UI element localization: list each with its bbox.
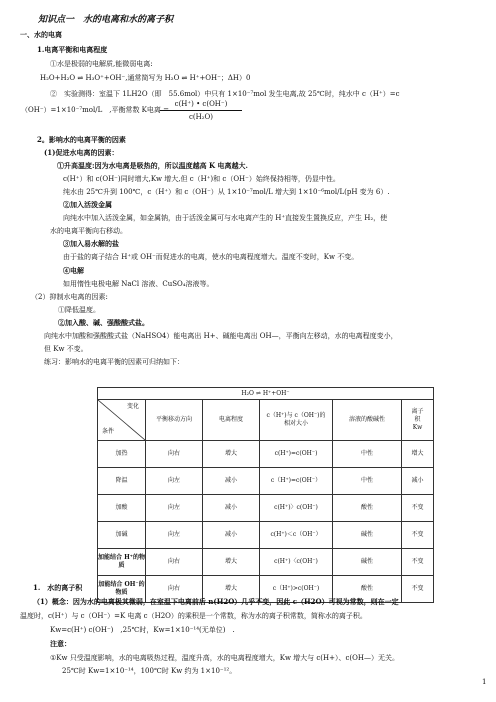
text-line: 如用惰性电极电解 NaCl 溶液、CuSO₄溶液等。 bbox=[63, 280, 214, 288]
table-corner-cell bbox=[98, 400, 146, 441]
table-cell: 向左 bbox=[146, 522, 203, 549]
table-equation: H₂O ⇌ H⁺+OH⁻ bbox=[98, 388, 434, 400]
table-cell: 碱性 bbox=[333, 549, 402, 576]
table-cell: 减小 bbox=[402, 468, 434, 495]
fraction-denominator: c(H₂O) bbox=[188, 113, 214, 121]
ke-fraction bbox=[160, 99, 242, 122]
table-cell: 不变 bbox=[402, 495, 434, 522]
table-row bbox=[98, 522, 434, 549]
table-cell: 碱性 bbox=[333, 522, 402, 549]
table-cell: 向右 bbox=[146, 441, 203, 468]
heading-3: 1. 水的离子积 bbox=[33, 583, 83, 592]
text-line: 水的电离平衡向右移动。 bbox=[50, 227, 127, 235]
table-cell: 减小 bbox=[203, 468, 260, 495]
table-cell: 不变 bbox=[402, 576, 434, 603]
table-cell: 不变 bbox=[402, 522, 434, 549]
table-cell: 增大 bbox=[203, 441, 260, 468]
table-row bbox=[98, 549, 434, 576]
text-line: （1）概念：因为水的电离极其微弱，在室温下电离前后 n(H2O）几乎不变，因此 c（H2O）可视为常数，则在一定 bbox=[33, 597, 399, 606]
corner-label-bottom: 条件 bbox=[102, 428, 115, 435]
table-cell: c(H⁺)＜c（OH⁻） bbox=[260, 522, 333, 549]
text-line: ①Kw 只受温度影响，水的电离吸热过程，温度升高，水的电离程度增大，Kw 增大与 c(H+）、c(OH—）无关。 bbox=[50, 654, 400, 662]
text-line: ② 实验测得：室温下 1LH2O（即 55.6mol）中只有 1×10⁻⁷mol 发生电离,故 25℃时，纯水中 c（H⁺）=c bbox=[50, 90, 400, 98]
text-line: （OH⁻）=1×10⁻⁷mol/L ,平衡常数 K电离 = bbox=[21, 106, 169, 114]
table-cell: c（H⁺)>c(OH⁻) bbox=[260, 576, 333, 603]
heading-1: 一、水的电离 bbox=[20, 30, 62, 39]
table-row bbox=[98, 468, 434, 495]
table-cell: 中性 bbox=[333, 468, 402, 495]
table-row bbox=[98, 495, 434, 522]
table-cell: c(H⁺)〈c(OH⁻) bbox=[260, 549, 333, 576]
note-heading: 注意： bbox=[50, 639, 71, 648]
table-cell: 加能结合 H⁺的物质 bbox=[98, 549, 146, 576]
text-line: 练习：影响水的电离平衡的因素可归纳如下： bbox=[44, 358, 184, 366]
text-line: 但 Kw 不变。 bbox=[44, 345, 88, 353]
table-cell: 中性 bbox=[333, 441, 402, 468]
text-line: 温度时，c(H⁺）与 c（OH⁻）=K 电离 c（H2O）的乘积是一个常数，称为水的离子积常数，简称水的离子积。 bbox=[20, 612, 367, 620]
table-cell: 向左 bbox=[146, 468, 203, 495]
text-line: c(H⁺）和 c(OH⁻)同时增大,Kw 增大,但 c（H⁺)和 c（OH⁻）始终保持相等，仍显中性。 bbox=[63, 175, 340, 183]
section-title: 知识点一 水的电离和水的离子积 bbox=[38, 15, 174, 25]
text-line: ①降低温度。 bbox=[58, 306, 100, 314]
text-line: 向纯水中加酸和强酸酸式盐（NaHSO4）能电离出 H+、碱能电离出 OH—，平衡向左移动，水的电离程度变小， bbox=[44, 332, 398, 340]
text-line: ①水是极弱的电解质,能微弱电离: bbox=[50, 60, 153, 68]
table-cell: 加酸 bbox=[98, 495, 146, 522]
equation-line: H₂O+H₂O ⇌ H₃O⁺+OH⁻,通常简写为 H₂O ⇌ H⁺+OH⁻；ΔH）0 bbox=[40, 74, 251, 82]
fraction-numerator: c(H⁺) • c(OH⁻) bbox=[174, 100, 228, 108]
table-cell: 增大 bbox=[402, 441, 434, 468]
table-cell: 向左 bbox=[146, 495, 203, 522]
table-row bbox=[98, 441, 434, 468]
table-cell: 酸性 bbox=[333, 576, 402, 603]
subheading: ④电解 bbox=[63, 266, 84, 275]
table-cell: 酸性 bbox=[333, 495, 402, 522]
table-cell: c(H⁺)=c(OH⁻) bbox=[260, 441, 333, 468]
text-line: ②加入酸、碱、强酸酸式盐。 bbox=[58, 318, 149, 327]
table-header: 电离程度 bbox=[203, 400, 260, 441]
table-header: 溶液的酸碱性 bbox=[333, 400, 402, 441]
table-cell: 向右 bbox=[146, 549, 203, 576]
table-cell: 增大 bbox=[203, 576, 260, 603]
table-cell: c(H⁺)〉c(OH⁻) bbox=[260, 495, 333, 522]
text-line: 由于盐的离子结合 H⁺或 OH⁻而促进水的电离，使水的电离程度增大。温度不变时，Kw 不变。 bbox=[63, 253, 359, 261]
subheading: ③加入易水解的盐 bbox=[63, 239, 119, 248]
page-number: 1 bbox=[482, 678, 487, 686]
table-cell: 降温 bbox=[98, 468, 146, 495]
table-header: c（H⁺)与 c（OH⁻)的相对大小 bbox=[260, 400, 333, 441]
subheading: ②加入活泼金属 bbox=[63, 200, 112, 209]
table-cell: 加能结合 OH⁻的物质 bbox=[98, 576, 146, 603]
table-cell: 加热 bbox=[98, 441, 146, 468]
text-line: 向纯水中加入活泼金属，如金属钠，由于活泼金属可与水电离产生的 H⁺直接发生置换反应，产生 H₂，使 bbox=[63, 214, 388, 222]
table-cell: 向右 bbox=[146, 576, 203, 603]
table-cell: 加碱 bbox=[98, 522, 146, 549]
text-line: Kw=c(H⁺) c(OH⁻) ,25℃时，Kw=1×10⁻¹⁴(无单位) . bbox=[50, 626, 235, 634]
corner-label-top: 变化 bbox=[126, 403, 139, 410]
table-header: 离子积 Kw bbox=[402, 400, 434, 441]
table-cell: 增大 bbox=[203, 549, 260, 576]
heading-1-1: 1.电离平衡和电离程度 bbox=[37, 45, 108, 54]
heading-2-1: (1)促进水电离的因素： bbox=[44, 148, 119, 157]
fraction-bar bbox=[160, 110, 242, 111]
heading-2: 2。影响水的电离平衡的因素 bbox=[37, 135, 126, 144]
table-cell: 不变 bbox=[402, 549, 434, 576]
heading-2-2: （2）抑制水电离的因素: bbox=[31, 293, 108, 301]
table-header: 平衡移动方向 bbox=[146, 400, 203, 441]
table-cell: 减小 bbox=[203, 522, 260, 549]
text-line: 纯水由 25℃升到 100℃，c（H⁺）和 c（OH⁻）从 1×10⁻⁷mol/L 增大到 1×10⁻⁶mol/L(pH 变为 6）. bbox=[63, 188, 390, 196]
text-line: ①升高温度:因为水电离是吸热的，所以温度越高 K 电离越大. bbox=[57, 161, 248, 170]
table-cell: c（H⁺)=c(OH⁻） bbox=[260, 468, 333, 495]
water-ionization-table bbox=[97, 387, 434, 603]
table-cell: 减小 bbox=[203, 495, 260, 522]
text-line: 25℃时 Kw=1×10⁻¹⁴，100℃时 Kw 约为 1×10⁻¹²。 bbox=[62, 667, 237, 675]
